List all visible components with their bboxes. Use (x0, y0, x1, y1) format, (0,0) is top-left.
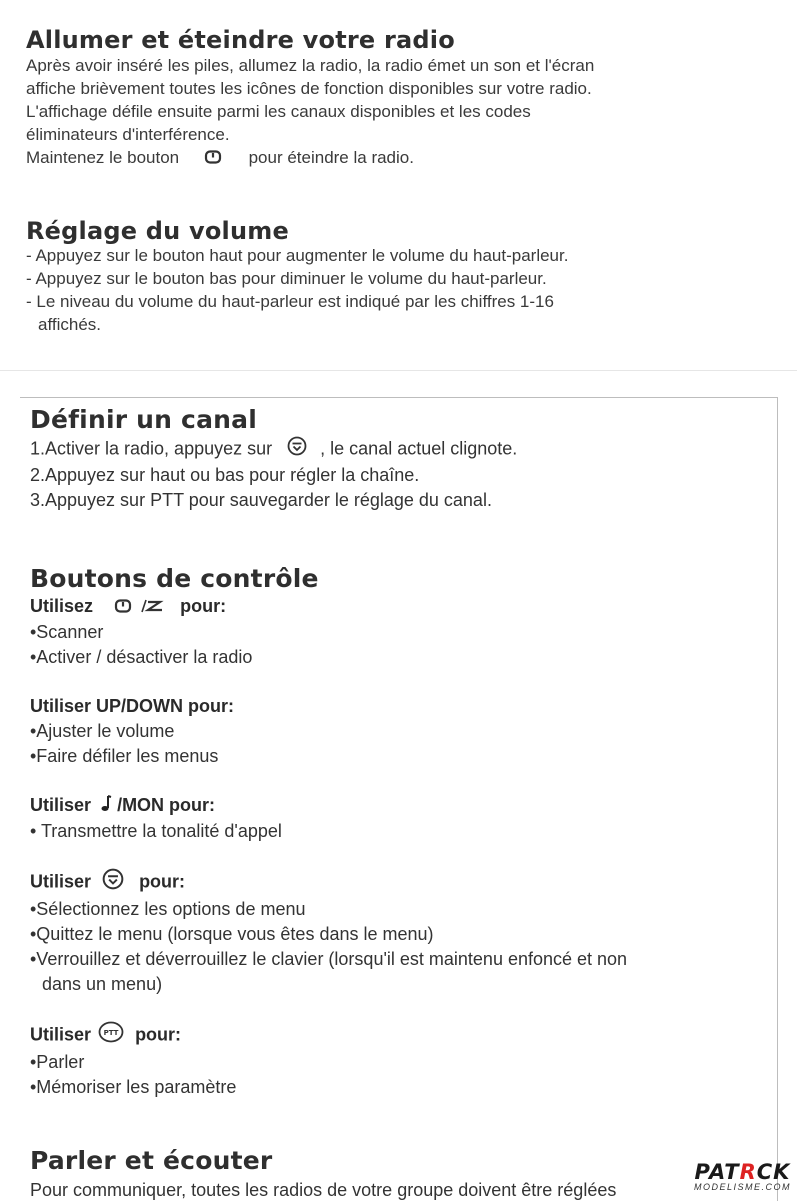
list-item: •Scanner (30, 621, 104, 642)
list-item: •Ajuster le volume (30, 720, 175, 741)
logo-part: CK (756, 1160, 791, 1184)
section-power-body (26, 54, 786, 170)
group-heading-up-down: Utiliser UP/DOWN pour: (30, 695, 235, 716)
text-fragment: 1.Activer la radio, appuyez sur (30, 438, 273, 459)
section-title-talk: Parler et écouter (30, 1146, 273, 1175)
scan-divider (0, 370, 797, 371)
section-controls-body (30, 594, 770, 1100)
group-heading-ptt (30, 1021, 770, 1050)
list-item: •Activer / désactiver la radio (30, 646, 253, 667)
text-fragment: /MON pour: (117, 794, 216, 815)
text-fragment: pour: (135, 1023, 182, 1044)
list-item: •Verrouillez et déverrouillez le clavier (lorsqu'il est maintenu enfoncé et non (30, 948, 628, 969)
logo-accent: R (739, 1160, 757, 1184)
section-channel-body (30, 436, 770, 513)
list-item: dans un menu) (42, 973, 163, 994)
group-heading-mon (30, 793, 770, 819)
section-title-controls: Boutons de contrôle (30, 564, 319, 593)
power-button-icon (204, 147, 222, 170)
text-line (30, 436, 770, 463)
section-title-channel: Définir un canal (30, 405, 257, 434)
patrick-modelisme-logo (694, 1162, 791, 1192)
power-button-icon (114, 595, 132, 620)
section-title-volume: Réglage du volume (26, 217, 289, 245)
text-fragment: Maintenez le bouton (26, 148, 180, 167)
text-fragment: Utiliser (30, 870, 92, 891)
text-line: affiche brièvement toutes les icônes de fonction disponibles sur votre radio. (26, 79, 592, 98)
text-fragment: Utilisez (30, 596, 94, 616)
text-fragment: pour: (180, 596, 227, 616)
text-line: 2.Appuyez sur haut ou bas pour régler la chaîne. (30, 465, 420, 485)
ptt-button-icon (98, 1021, 124, 1050)
section-title-power: Allumer et éteindre votre radio (26, 26, 455, 54)
text-line (26, 146, 786, 170)
text-fragment: pour éteindre la radio. (248, 148, 414, 167)
menu-button-icon (102, 868, 124, 897)
text-line: - Le niveau du volume du haut-parleur est indiqué par les chiffres 1-16 (26, 292, 554, 311)
text-line: L'affichage défile ensuite parmi les canaux disponibles et les codes (26, 102, 531, 121)
text-fragment: Utiliser (30, 794, 92, 815)
menu-button-icon (287, 436, 307, 463)
music-note-icon (100, 794, 112, 819)
text-line: - Appuyez sur le bouton haut pour augmenter le volume du haut-parleur. (26, 246, 569, 265)
list-item: •Quittez le menu (lorsque vous êtes dans le menu) (30, 923, 434, 944)
text-line: Après avoir inséré les piles, allumez la radio, la radio émet un son et l'écran (26, 56, 595, 75)
text-line: - Appuyez sur le bouton bas pour diminuer le volume du haut-parleur. (26, 269, 547, 288)
list-item: • Transmettre la tonalité d'appel (30, 820, 282, 841)
logo-subtitle: MODELISME.COM (693, 1182, 791, 1192)
text-fragment: pour: (139, 870, 186, 891)
group-heading-power-scan (30, 594, 770, 620)
text-fragment: , le canal actuel clignote. (320, 438, 518, 459)
list-item: •Sélectionnez les options de menu (30, 898, 306, 919)
text-line: affichés. (38, 315, 102, 334)
text-fragment: Utiliser (30, 1023, 92, 1044)
logo-part: PAT (694, 1160, 740, 1184)
text-line: 3.Appuyez sur PTT pour sauvegarder le réglage du canal. (30, 490, 492, 510)
list-item: •Faire défiler les menus (30, 745, 219, 766)
group-heading-menu (30, 868, 770, 897)
list-item: •Parler (30, 1051, 85, 1072)
text-line: éliminateurs d'interférence. (26, 125, 230, 144)
list-item: •Mémoriser les paramètre (30, 1076, 237, 1097)
ptt-icon-label: PTT (103, 1028, 119, 1037)
text-line: Pour communiquer, toutes les radios de votre groupe doivent être réglées (30, 1180, 617, 1200)
scan-icon (139, 595, 165, 620)
section-volume-body (26, 244, 786, 336)
logo-wordmark (694, 1162, 791, 1182)
